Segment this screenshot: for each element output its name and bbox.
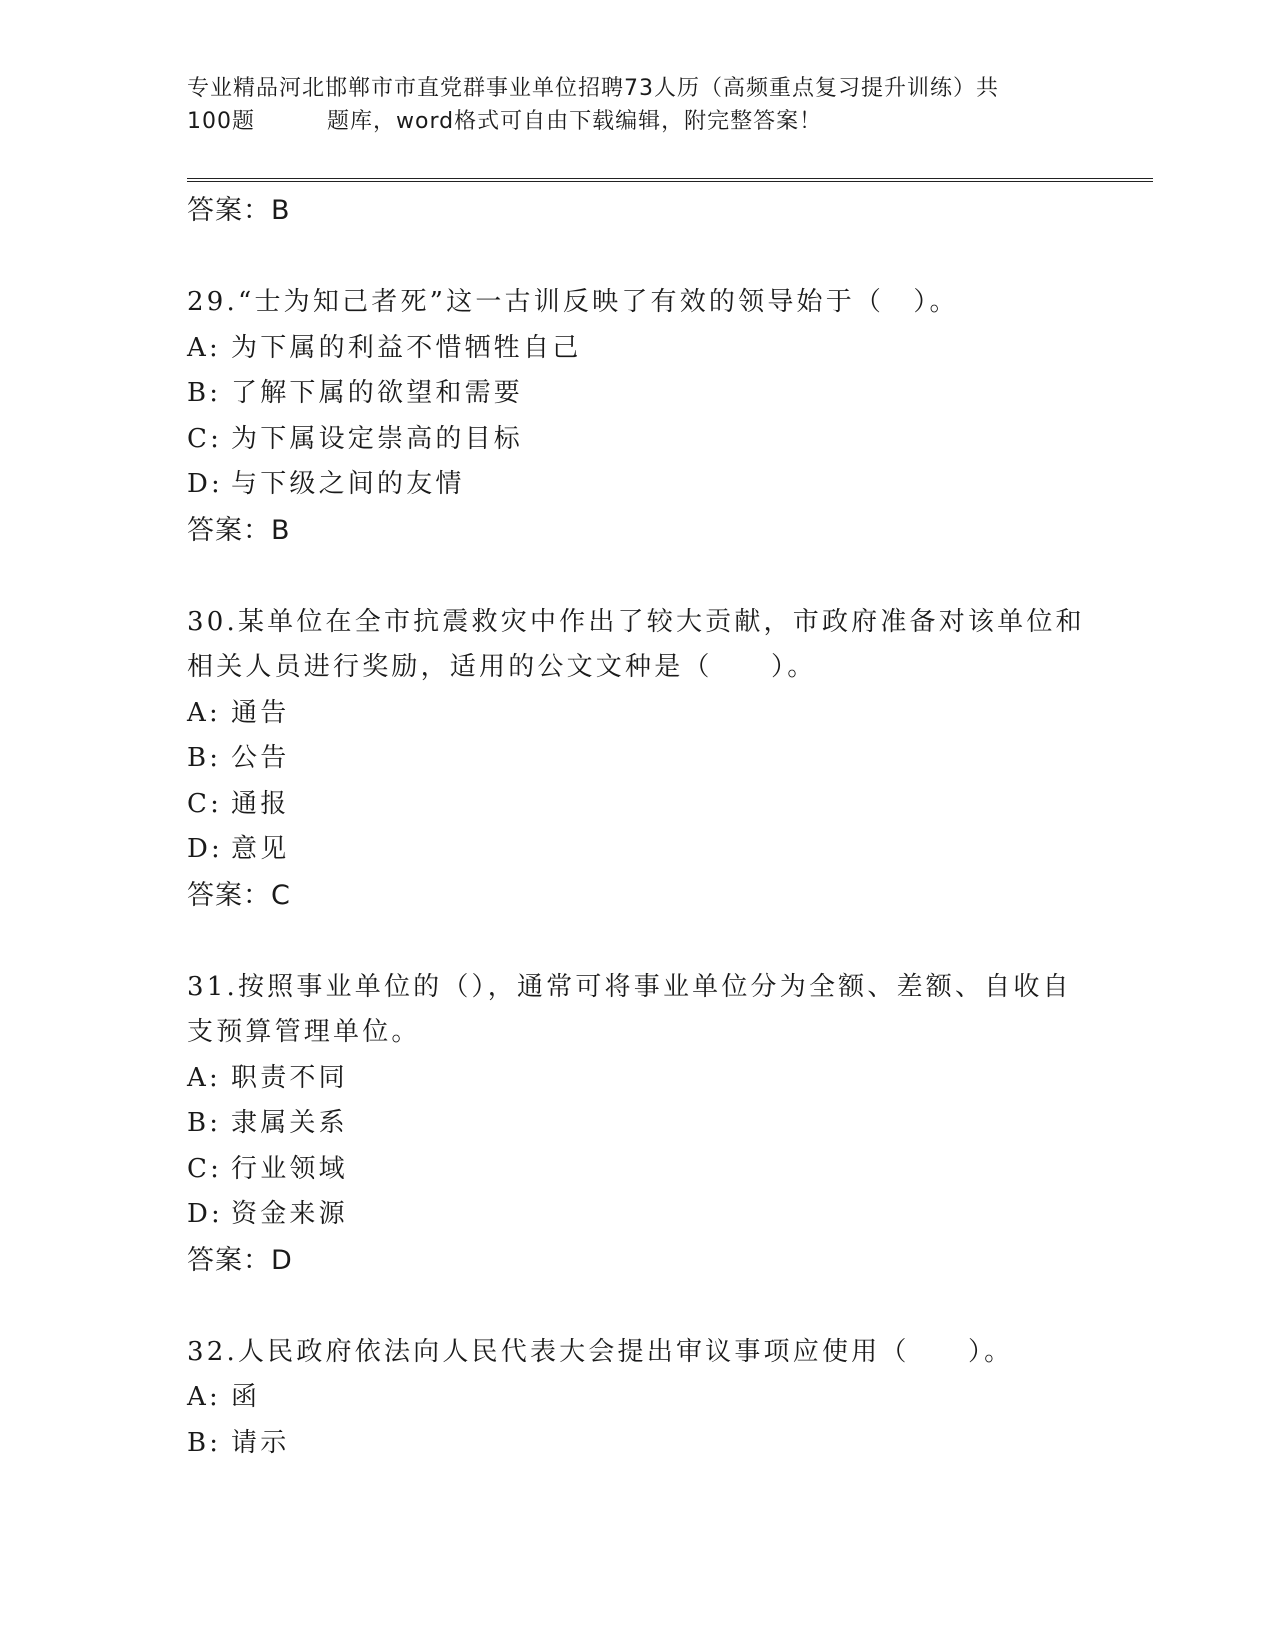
option-a xyxy=(187,691,1087,737)
option-a xyxy=(187,326,1087,372)
option-d xyxy=(187,1192,1087,1238)
option-text: 通报 xyxy=(231,788,290,819)
option-label: B: xyxy=(187,743,222,773)
option-text: 为下属设定崇高的目标 xyxy=(231,423,524,454)
option-text: 意见 xyxy=(231,834,290,864)
option-label: D: xyxy=(187,469,224,499)
question-29 xyxy=(187,280,1087,554)
header-line-2-left: 100题 xyxy=(187,109,255,134)
option-label: C: xyxy=(187,1153,223,1184)
option-c xyxy=(187,417,1087,463)
previous-answer: 答案：B xyxy=(187,195,291,226)
option-label: A: xyxy=(187,697,221,728)
header-divider xyxy=(187,178,1153,182)
option-text: 资金来源 xyxy=(231,1199,348,1229)
question-list xyxy=(187,188,1087,1466)
option-d xyxy=(187,827,1087,873)
question-text: 31.按照事业单位的（），通常可将事业单位分为全额、差额、自收自支预算管理单位。 xyxy=(187,971,1072,1047)
question-30 xyxy=(187,600,1087,919)
option-text: 了解下属的欲望和需要 xyxy=(231,378,524,408)
option-c xyxy=(187,782,1087,828)
option-label: B: xyxy=(187,1427,222,1458)
option-text: 行业领域 xyxy=(231,1153,348,1184)
option-label: A: xyxy=(187,332,221,363)
question-32 xyxy=(187,1330,1087,1467)
option-b xyxy=(187,1101,1087,1147)
answer: 答案：C xyxy=(187,879,291,911)
question-text: 32.人民政府依法向人民代表大会提出审议事项应使用（ ）。 xyxy=(187,1336,1014,1367)
header-line-2 xyxy=(187,105,1067,138)
option-b xyxy=(187,371,1087,417)
option-a xyxy=(187,1056,1087,1102)
option-label: A: xyxy=(187,1062,221,1093)
question-text: 30.某单位在全市抗震救灾中作出了较大贡献，市政府准备对该单位和相关人员进行奖励，适用的公文文种是（ ）。 xyxy=(187,606,1085,682)
option-c xyxy=(187,1147,1087,1193)
option-text: 职责不同 xyxy=(231,1062,348,1093)
page-header xyxy=(187,72,1067,138)
question-31 xyxy=(187,965,1087,1284)
option-b xyxy=(187,736,1087,782)
option-label: A: xyxy=(187,1382,221,1412)
option-text: 函 xyxy=(231,1382,261,1412)
option-text: 公告 xyxy=(231,743,290,773)
option-label: C: xyxy=(187,788,223,819)
option-label: D: xyxy=(187,1199,224,1229)
option-b xyxy=(187,1421,1087,1467)
option-a xyxy=(187,1375,1087,1421)
option-d xyxy=(187,462,1087,508)
option-label: B: xyxy=(187,378,222,408)
answer: 答案：B xyxy=(187,514,291,546)
option-text: 请示 xyxy=(231,1427,290,1458)
option-label: D: xyxy=(187,834,224,864)
question-text: 29.“士为知己者死”这一古训反映了有效的领导始于（ ）。 xyxy=(187,287,959,317)
option-text: 通告 xyxy=(231,697,290,728)
option-text: 隶属关系 xyxy=(231,1108,348,1138)
option-label: C: xyxy=(187,423,223,454)
option-label: B: xyxy=(187,1108,222,1138)
answer: 答案：D xyxy=(187,1244,293,1276)
header-line-1: 专业精品河北邯郸市市直党群事业单位招聘73人历（高频重点复习提升训练）共 xyxy=(187,76,999,101)
option-text: 与下级之间的友情 xyxy=(231,469,465,499)
header-line-2-right: 题库，word格式可自由下载编辑，附完整答案！ xyxy=(327,109,823,134)
option-text: 为下属的利益不惜牺牲自己 xyxy=(231,332,582,363)
